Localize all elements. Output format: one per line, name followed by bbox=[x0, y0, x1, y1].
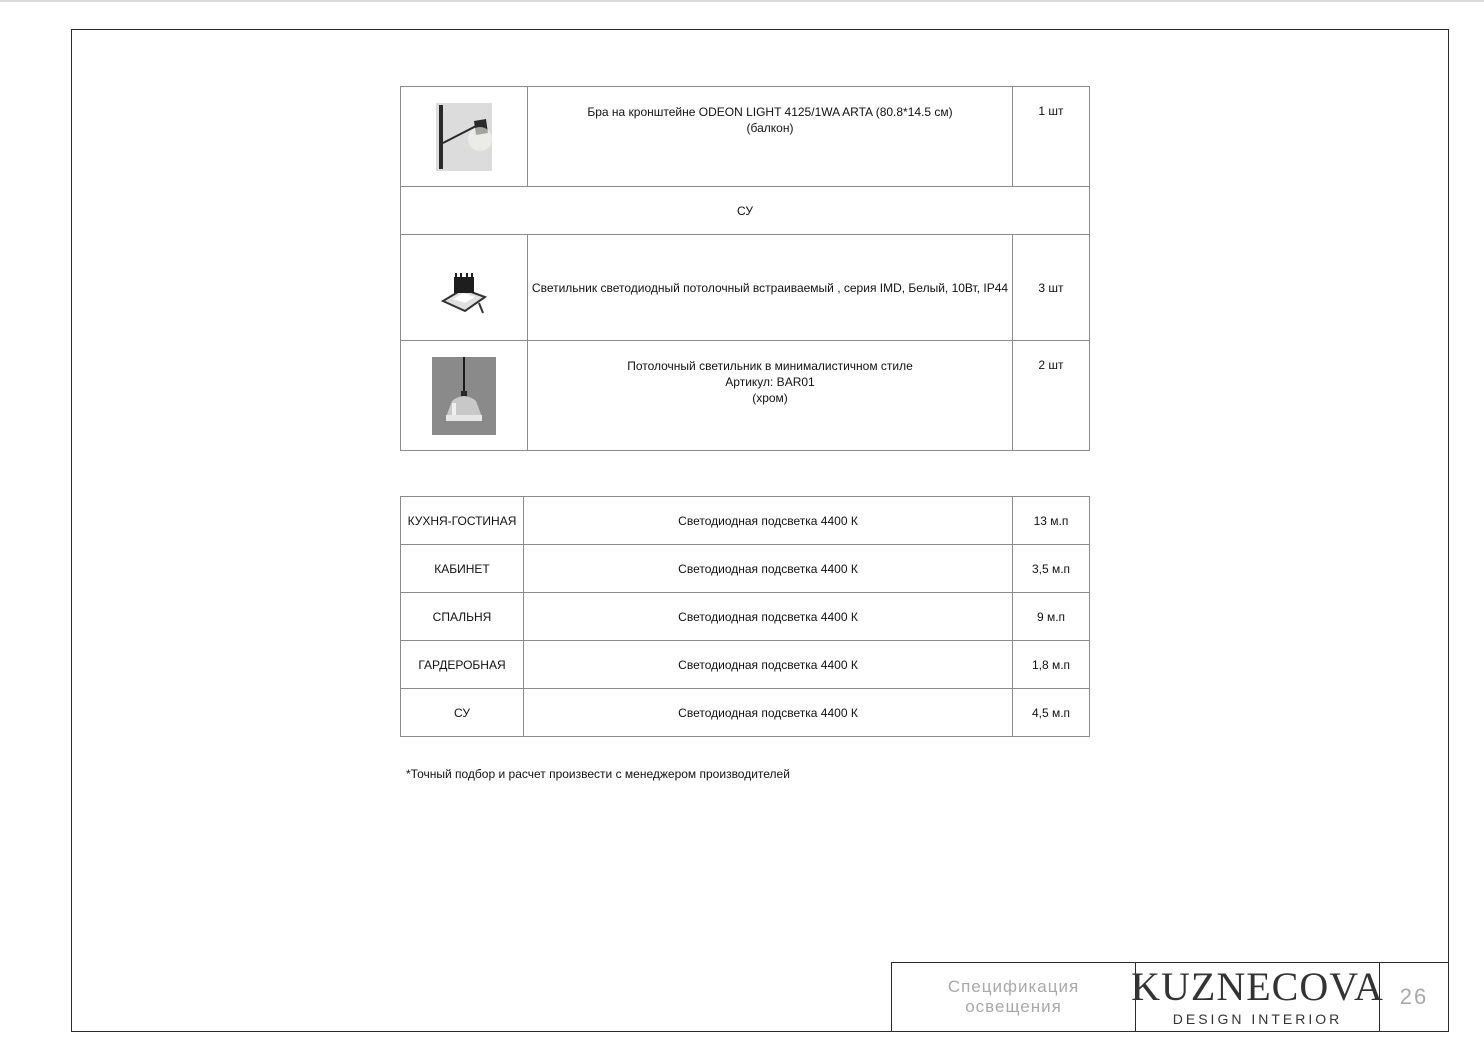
led-length: 3,5 м.п bbox=[1013, 545, 1090, 593]
product-image-cell bbox=[401, 341, 528, 451]
led-length: 4,5 м.п bbox=[1013, 689, 1090, 737]
product-image-cell bbox=[401, 235, 528, 341]
page-number: 26 bbox=[1399, 984, 1429, 1009]
room-name: ГАРДЕРОБНАЯ bbox=[401, 641, 524, 689]
table-row bbox=[401, 545, 1090, 593]
product-description bbox=[528, 87, 1013, 187]
product-description bbox=[528, 341, 1013, 451]
title-block bbox=[891, 962, 1449, 1032]
table-row bbox=[401, 593, 1090, 641]
product-article: Артикул: BAR01 bbox=[725, 375, 815, 389]
table-row bbox=[401, 641, 1090, 689]
product-description bbox=[528, 235, 1013, 341]
table-row bbox=[401, 497, 1090, 545]
led-lighting-table bbox=[400, 496, 1090, 737]
pendant-lamp-icon bbox=[432, 357, 496, 435]
wall-lamp-bracket-icon bbox=[436, 103, 492, 171]
footnote: *Точный подбор и расчет произвести с менеджером производителей bbox=[406, 767, 790, 781]
room-name: СУ bbox=[401, 689, 524, 737]
top-divider bbox=[0, 0, 1484, 2]
table-row bbox=[401, 87, 1090, 187]
led-length: 1,8 м.п bbox=[1013, 641, 1090, 689]
led-description: Светодиодная подсветка 4400 К bbox=[524, 641, 1013, 689]
table-row bbox=[401, 341, 1090, 451]
product-quantity: 3 шт bbox=[1013, 235, 1090, 341]
led-length: 9 м.п bbox=[1013, 593, 1090, 641]
product-image-cell bbox=[401, 87, 528, 187]
products-table bbox=[400, 86, 1090, 451]
room-name: СПАЛЬНЯ bbox=[401, 593, 524, 641]
led-description: Светодиодная подсветка 4400 К bbox=[524, 689, 1013, 737]
product-location: (балкон) bbox=[746, 121, 794, 135]
sheet-title-line: освещения bbox=[965, 997, 1062, 1016]
table-row bbox=[401, 235, 1090, 341]
sheet-title bbox=[892, 963, 1136, 1031]
logo-tagline: DESIGN INTERIOR bbox=[1172, 1011, 1343, 1027]
recessed-ceiling-light-icon bbox=[439, 271, 489, 317]
led-length: 13 м.п bbox=[1013, 497, 1090, 545]
product-name: Потолочный светильник в минималистичном стиле bbox=[627, 359, 913, 373]
table-row bbox=[401, 689, 1090, 737]
room-name: КУХНЯ-ГОСТИНАЯ bbox=[401, 497, 524, 545]
product-quantity: 2 шт bbox=[1013, 341, 1090, 451]
led-description: Светодиодная подсветка 4400 К bbox=[524, 593, 1013, 641]
product-finish: (хром) bbox=[752, 391, 788, 405]
logo-wordmark: KUZNECOVA bbox=[1131, 964, 1384, 1009]
section-header: СУ bbox=[401, 187, 1090, 235]
led-description: Светодиодная подсветка 4400 К bbox=[524, 545, 1013, 593]
product-name: Светильник светодиодный потолочный встраиваемый , серия IMD, Белый, 10Вт, IP44 bbox=[531, 280, 1009, 295]
led-description: Светодиодная подсветка 4400 К bbox=[524, 497, 1013, 545]
product-quantity: 1 шт bbox=[1013, 87, 1090, 187]
sheet-title-line: Спецификация bbox=[947, 977, 1080, 996]
product-name: Бра на кронштейне ODEON LIGHT 4125/1WA ARTA (80.8*14.5 см) bbox=[587, 105, 953, 119]
company-logo bbox=[1131, 963, 1384, 1031]
table-row bbox=[401, 187, 1090, 235]
room-name: КАБИНЕТ bbox=[401, 545, 524, 593]
